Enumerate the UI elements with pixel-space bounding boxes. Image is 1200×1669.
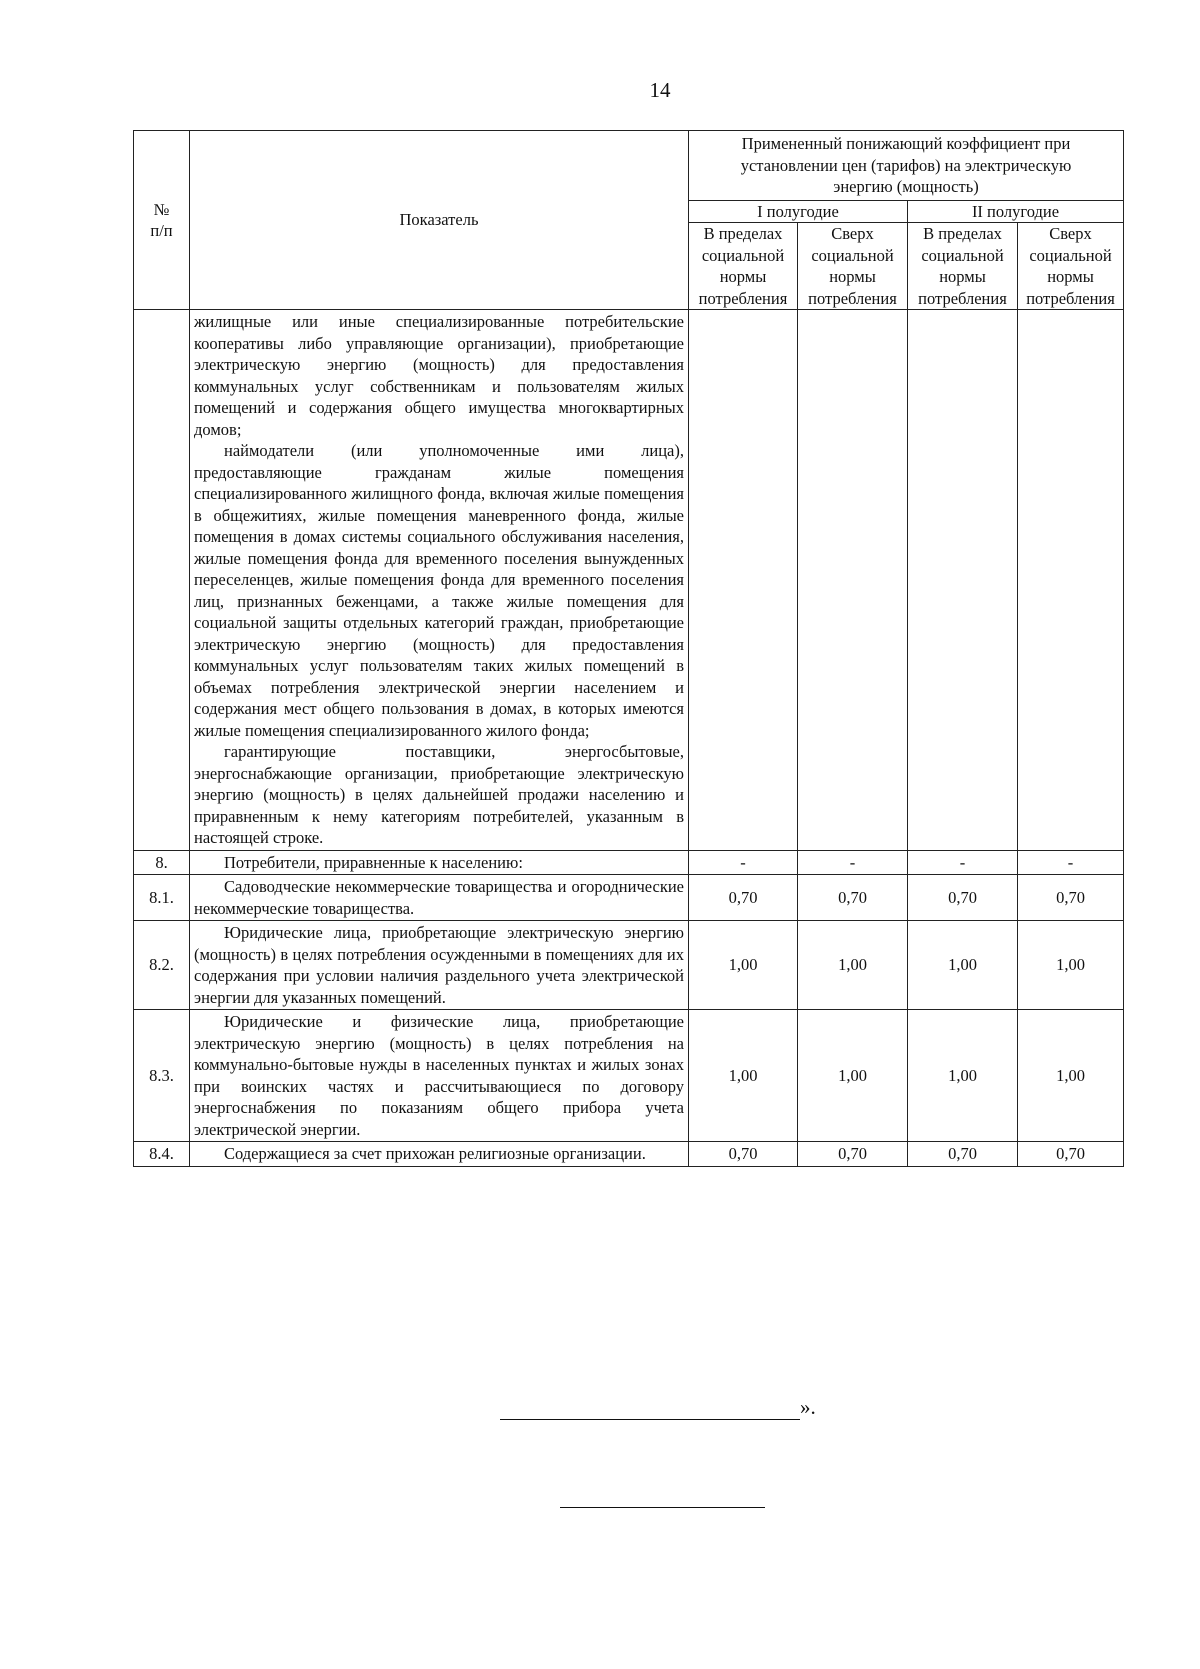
row-text-paragraph: Юридические и физические лица, приобретающие электрическую энергию (мощность) в целях потребления на коммунально-бытовые нужды в населенных пунктах и жилых зонах при воинских частях и рассчитывающиеся по договору энергоснабжения по показаниям общего прибора учета электрической энергии.	[194, 1012, 684, 1139]
continuation-value	[689, 310, 798, 851]
continuation-num	[134, 310, 190, 851]
row-value: 0,70	[1018, 1142, 1124, 1167]
row-value: -	[1018, 850, 1124, 875]
row-text-paragraph: Потребители, приравненные к населению:	[224, 852, 523, 872]
coefficient-table	[133, 130, 1124, 1167]
row-value: 0,70	[798, 1142, 908, 1167]
continuation-value	[908, 310, 1018, 851]
signature-underline	[500, 1401, 800, 1420]
table-row	[134, 921, 1124, 1010]
row-value: 1,00	[689, 1010, 798, 1142]
row-value: 0,70	[1018, 875, 1124, 921]
header-half-1: I полугодие	[689, 200, 908, 223]
continuation-value	[1018, 310, 1124, 851]
row-value: -	[798, 850, 908, 875]
row-text-paragraph: Юридические лица, приобретающие электрическую энергию (мощность) в целях потребления осужденными в помещениях для их содержания при условии наличия раздельного учета электрической энергии для указанных помещений.	[194, 923, 684, 1007]
row-value: 1,00	[689, 921, 798, 1010]
row-value: 0,70	[798, 875, 908, 921]
row-text	[190, 1142, 689, 1167]
end-divider	[560, 1507, 765, 1508]
page-number: 14	[649, 78, 671, 102]
row-value: 1,00	[908, 921, 1018, 1010]
row-num: 8.	[134, 850, 190, 875]
row-value: 0,70	[908, 1142, 1018, 1167]
row-text	[190, 921, 689, 1010]
continuation-text	[190, 310, 689, 851]
table-row-continuation	[134, 310, 1124, 851]
row-value: 0,70	[689, 1142, 798, 1167]
header-indicator: Показатель	[190, 131, 689, 310]
row-value: 1,00	[798, 921, 908, 1010]
continuation-paragraph: жилищные или иные специализированные потребительские кооперативы либо управляющие организации), приобретающие электрическую энергию (мощность) для предоставления коммунальных услуг собственникам и пользователям жилых помещений и содержания общего имущества многоквартирных домов;	[194, 312, 684, 439]
row-num: 8.1.	[134, 875, 190, 921]
header-h2-above-norm: Сверх социальной нормы потребления	[1018, 223, 1124, 310]
row-value: -	[908, 850, 1018, 875]
row-value: 1,00	[1018, 921, 1124, 1010]
row-text-paragraph: Садоводческие некоммерческие товарищества и огороднические некоммерческие товарищества.	[194, 877, 684, 918]
row-text	[190, 1010, 689, 1142]
row-value: 1,00	[1018, 1010, 1124, 1142]
row-value: 0,70	[908, 875, 1018, 921]
continuation-paragraph: наймодатели (или уполномоченные ими лица), предоставляющие гражданам жилые помещения специализированного жилищного фонда, включая жилые помещения в общежитиях, жилые помещения маневренного фонда, жилые помещения в домах системы социального обслуживания населения, жилые помещения фонда для временного поселения вынужденных переселенцев, жилые помещения фонда для временного поселения лиц, признанных беженцами, а также жилые помещения для социальной защиты отдельных категорий граждан, приобретающие электрическую энергию (мощность) для предоставления коммунальных услуг пользователям таких жилых помещений в объемах потребления электрической энергии населением и содержания мест общего пользования в домах, в которых имеются жилые помещения специализированного жилого фонда;	[194, 441, 684, 740]
header-h2-within-norm: В пределах социальной нормы потребления	[908, 223, 1018, 310]
continuation-value	[798, 310, 908, 851]
row-value: 1,00	[908, 1010, 1018, 1142]
table-row	[134, 875, 1124, 921]
row-text	[190, 875, 689, 921]
header-h1-above-norm: Сверх социальной нормы потребления	[798, 223, 908, 310]
continuation-paragraph: гарантирующие поставщики, энергосбытовые, энергоснабжающие организации, приобретающие электрическую энергию (мощность) в целях дальнейшей продажи населению и приравненным к нему категориям потребителей, указанным в настоящей строке.	[194, 742, 684, 847]
table-row	[134, 1010, 1124, 1142]
header-half-2: II полугодие	[908, 200, 1124, 223]
row-value: -	[689, 850, 798, 875]
closing-quote-mark: ».	[800, 1395, 816, 1419]
row-value: 1,00	[798, 1010, 908, 1142]
header-coefficient-title: Примененный понижающий коэффициент при установлении цен (тарифов) на электрическую энергию (мощность)	[689, 131, 1124, 201]
closing-signature-line	[500, 1395, 816, 1420]
row-value: 0,70	[689, 875, 798, 921]
row-num: 8.4.	[134, 1142, 190, 1167]
table-row	[134, 1142, 1124, 1167]
table-row	[134, 850, 1124, 875]
row-text	[190, 850, 689, 875]
row-num: 8.2.	[134, 921, 190, 1010]
row-num: 8.3.	[134, 1010, 190, 1142]
header-num: № п/п	[134, 131, 190, 310]
header-h1-within-norm: В пределах социальной нормы потребления	[689, 223, 798, 310]
row-text-paragraph: Содержащиеся за счет прихожан религиозные организации.	[224, 1144, 646, 1163]
